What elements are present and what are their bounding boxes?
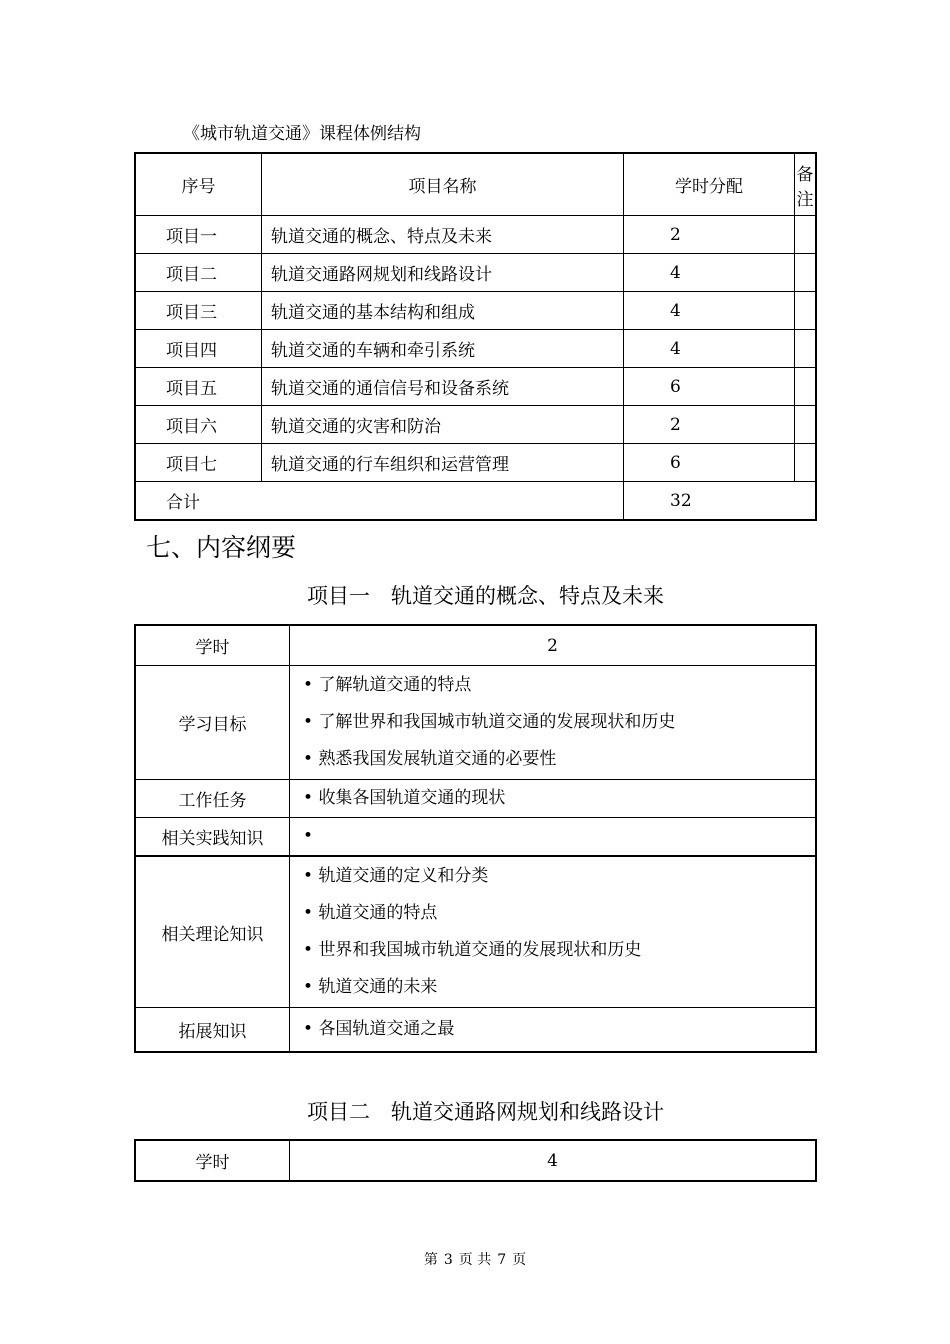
row-hours: 2 [624, 406, 795, 444]
row-note [795, 292, 817, 330]
row-hours: 6 [624, 444, 795, 482]
row-hours: 6 [624, 368, 795, 406]
row-note [795, 254, 817, 292]
extension-row [135, 1008, 816, 1053]
goals-row [135, 666, 816, 780]
hours-value: 4 [290, 1140, 817, 1181]
row-hours: 2 [624, 216, 795, 254]
hours-value: 2 [290, 625, 817, 666]
table-row [135, 292, 816, 330]
theory-list [290, 856, 817, 1008]
theory-label: 相关理论知识 [135, 856, 290, 1008]
row-no: 项目六 [135, 406, 262, 444]
list-item: • 世界和我国城市轨道交通的发展现状和历史 [303, 932, 815, 969]
page-footer [0, 1249, 950, 1269]
goals-list [290, 666, 817, 780]
row-no: 项目五 [135, 368, 262, 406]
tasks-label: 工作任务 [135, 780, 290, 818]
list-item: • 了解世界和我国城市轨道交通的发展现状和历史 [303, 704, 815, 741]
row-no: 项目七 [135, 444, 262, 482]
row-name: 轨道交通的灾害和防治 [262, 406, 624, 444]
tasks-row [135, 780, 816, 818]
tasks-list [290, 780, 817, 818]
list-item: • 熟悉我国发展轨道交通的必要性 [303, 741, 815, 778]
row-no: 项目四 [135, 330, 262, 368]
hours-label: 学时 [135, 1140, 290, 1181]
row-hours: 4 [624, 330, 795, 368]
table-row [135, 406, 816, 444]
footer-prefix: 第 [423, 1252, 438, 1268]
row-note [795, 406, 817, 444]
row-name: 轨道交通的基本结构和组成 [262, 292, 624, 330]
practice-row [135, 818, 816, 857]
row-name: 轨道交通的通信信号和设备系统 [262, 368, 624, 406]
header-hours: 学时分配 [624, 153, 795, 216]
row-name: 轨道交通的概念、特点及未来 [262, 216, 624, 254]
row-no: 项目一 [135, 216, 262, 254]
table-row [135, 216, 816, 254]
row-note [795, 216, 817, 254]
row-note [795, 330, 817, 368]
footer-suffix: 页 [512, 1252, 527, 1268]
header-name: 项目名称 [262, 153, 624, 216]
row-no: 项目三 [135, 292, 262, 330]
list-item: • 轨道交通的特点 [303, 895, 815, 932]
project2-table [134, 1139, 817, 1182]
table-row [135, 444, 816, 482]
hours-label: 学时 [135, 625, 290, 666]
row-no: 项目二 [135, 254, 262, 292]
extension-list [290, 1008, 817, 1053]
list-item: • 收集各国轨道交通的现状 [303, 780, 815, 817]
table-row [135, 330, 816, 368]
total-row [135, 482, 816, 521]
row-note [795, 368, 817, 406]
list-item: • 轨道交通的定义和分类 [303, 858, 815, 895]
footer-mid: 页 共 [458, 1252, 492, 1268]
hours-row [135, 1140, 816, 1181]
project2-title: 项目二 轨道交通路网规划和线路设计 [307, 1100, 664, 1124]
row-name: 轨道交通的行车组织和运营管理 [262, 444, 624, 482]
row-hours: 4 [624, 254, 795, 292]
list-item: • 了解轨道交通的特点 [303, 667, 815, 704]
extension-label: 拓展知识 [135, 1008, 290, 1053]
total-label: 合计 [135, 482, 624, 521]
project1-table [134, 624, 817, 1053]
table-row [135, 254, 816, 292]
row-note [795, 444, 817, 482]
row-hours: 4 [624, 292, 795, 330]
footer-total: 7 [497, 1252, 507, 1268]
theory-row [135, 856, 816, 1008]
practice-list [290, 818, 817, 857]
footer-page: 3 [443, 1252, 453, 1268]
list-item: • 各国轨道交通之最 [303, 1011, 815, 1048]
row-name: 轨道交通路网规划和线路设计 [262, 254, 624, 292]
table-caption: 《城市轨道交通》课程体例结构 [183, 124, 421, 144]
section-heading: 七、内容纲要 [146, 533, 297, 562]
list-item: • 轨道交通的未来 [303, 969, 815, 1006]
header-no: 序号 [135, 153, 262, 216]
list-item [303, 818, 815, 855]
table-header-row [135, 153, 816, 216]
table-row [135, 368, 816, 406]
course-structure-table [134, 152, 817, 521]
hours-row [135, 625, 816, 666]
header-note: 备注 [795, 153, 817, 216]
row-name: 轨道交通的车辆和牵引系统 [262, 330, 624, 368]
project1-title: 项目一 轨道交通的概念、特点及未来 [307, 584, 664, 608]
goals-label: 学习目标 [135, 666, 290, 780]
total-hours: 32 [624, 482, 817, 521]
practice-label: 相关实践知识 [135, 818, 290, 857]
